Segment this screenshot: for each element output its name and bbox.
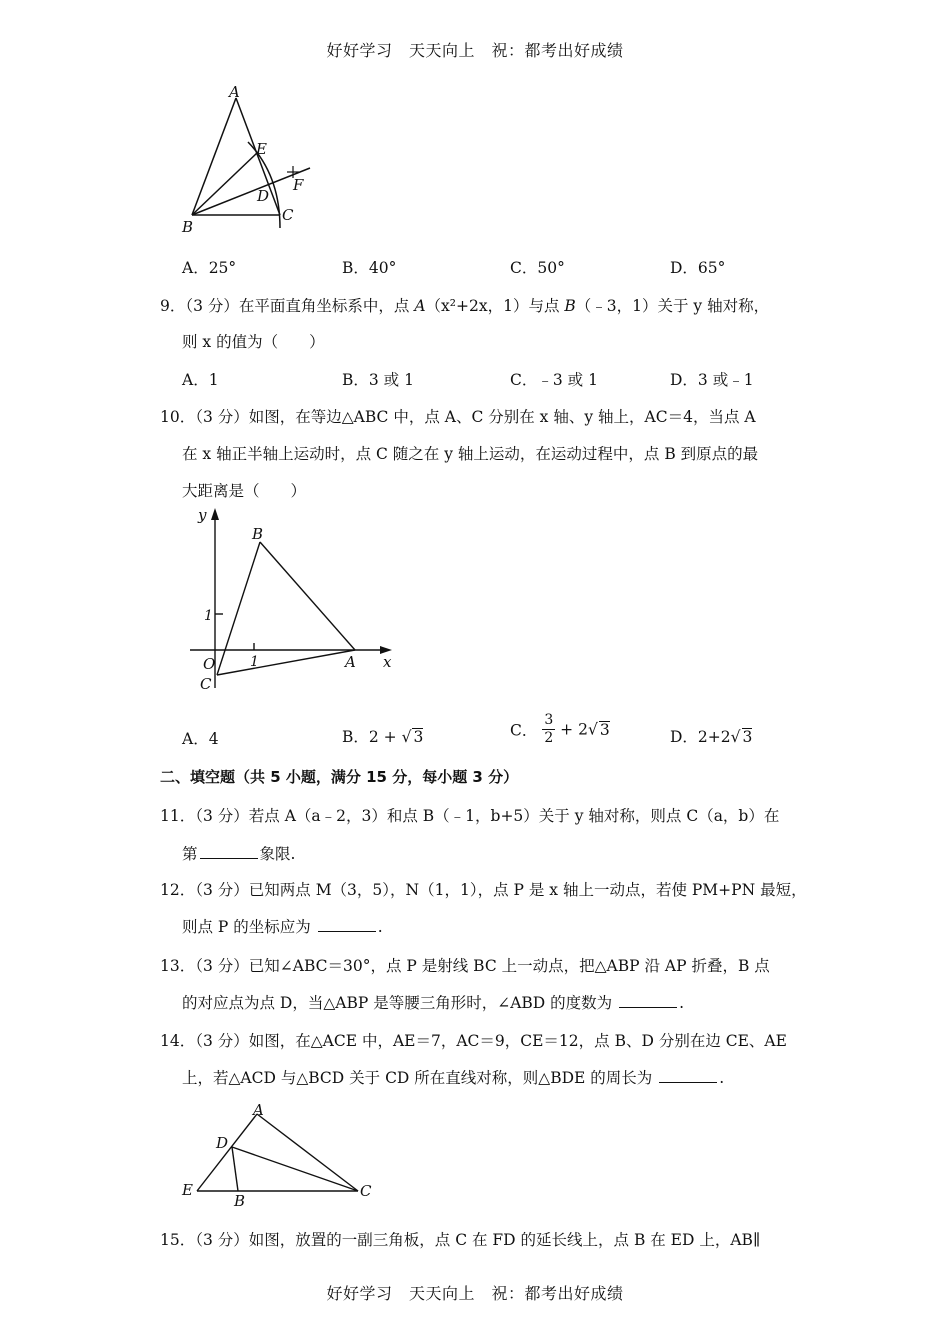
fraction — [542, 712, 555, 747]
q13-line2 — [182, 991, 684, 1013]
q10-option-d-prefix: D．2+2 — [670, 728, 731, 746]
q9-point-a: A — [414, 297, 426, 315]
label-y: y — [198, 506, 207, 524]
side-ba — [260, 542, 355, 650]
q8-option-a: A．25° — [182, 259, 237, 277]
q9-option-a: A．1 — [182, 371, 219, 389]
q9-line2: 则 x 的值为（ ） — [182, 333, 325, 351]
q10-option-c-mid: + 2 — [555, 720, 588, 739]
label-b: B — [182, 218, 194, 236]
q10-option-b — [342, 725, 423, 747]
side-ac — [257, 1114, 358, 1191]
q10-line3: 大距离是（ ） — [182, 482, 307, 500]
q9-option-d: D．3 或﹣1 — [670, 371, 754, 389]
q14-line2-pre: 上，若△ACD 与△BCD 关于 CD 所在直线对称，则△BDE 的周长为 — [182, 1069, 658, 1087]
q8-option-d: D．65° — [670, 259, 726, 277]
q10-option-c-prefix: C． — [510, 721, 538, 740]
q10-line2: 在 x 轴正半轴上运动时，点 C 随之在 y 轴上运动，在运动过程中，点 B 到原点的最 — [182, 445, 759, 463]
sqrt-icon: √ — [587, 720, 598, 739]
q9-option-c: C．﹣3 或 1 — [510, 371, 598, 389]
label-d: D — [216, 1134, 229, 1152]
section-heading: 二、填空题（共 5 小题，满分 15 分，每小题 3 分） — [160, 768, 519, 786]
line-db — [232, 1147, 238, 1191]
label-b: B — [252, 525, 264, 543]
q9-point-b: B — [564, 297, 576, 315]
q9-line1 — [160, 294, 769, 316]
line-dc — [232, 1147, 358, 1191]
q11-line2-post: 象限. — [259, 845, 296, 863]
label-c: C — [282, 206, 294, 224]
q15-line1: 15．（3 分）如图，放置的一副三角板，点 C 在 FD 的延长线上，点 B 在 ED 上，AB∥ — [160, 1231, 761, 1249]
label-e: E — [182, 1181, 193, 1199]
q10-option-b-root: 3 — [413, 728, 424, 746]
fraction-denominator: 2 — [544, 730, 554, 746]
q8-option-b: B．40° — [342, 259, 397, 277]
label-a: A — [229, 83, 240, 101]
figure-q14 — [175, 1098, 385, 1208]
answer-blank[interactable] — [318, 919, 376, 932]
q10-line1: 10．（3 分）如图，在等边△ABC 中，点 A、C 分别在 x 轴、y 轴上，AC＝4，当点 A — [160, 408, 756, 426]
q9-line1-mid: （x²+2x，1）与点 — [425, 297, 565, 315]
q8-option-c: C．50° — [510, 259, 565, 277]
page-footer: 好好学习 天天向上 祝：都考出好成绩 — [326, 1284, 624, 1303]
q9-line1-pre: 9．（3 分）在平面直角坐标系中，点 — [160, 297, 415, 315]
q14-line2 — [182, 1066, 724, 1088]
q11-line2 — [182, 842, 295, 864]
side-ac — [217, 650, 355, 675]
q11-line2-pre: 第 — [182, 845, 198, 863]
q10-option-b-prefix: B．2 + — [342, 728, 402, 746]
q12-line2 — [182, 915, 383, 937]
q10-option-a: A．4 — [182, 730, 219, 748]
label-x: x — [383, 653, 392, 671]
figure-q8 — [170, 80, 330, 240]
q10-option-c-root: 3 — [599, 721, 610, 739]
sqrt-icon: √ — [730, 728, 741, 746]
q12-line2-pre: 则点 P 的坐标应为 — [182, 918, 316, 936]
label-a: A — [253, 1101, 264, 1119]
answer-blank[interactable] — [619, 995, 677, 1008]
q9-option-b: B．3 或 1 — [342, 371, 414, 389]
q12-line2-post: . — [377, 918, 383, 936]
figure-q10 — [190, 500, 405, 700]
q14-line2-post: . — [719, 1069, 725, 1087]
q13-line2-pre: 的对应点为点 D，当△ABP 是等腰三角形时，∠ABD 的度数为 — [182, 994, 618, 1012]
q9-line1-post: （﹣3，1）关于 y 轴对称， — [575, 297, 770, 315]
answer-blank[interactable] — [659, 1070, 717, 1083]
label-c: C — [360, 1182, 372, 1200]
label-e: E — [256, 140, 267, 158]
fraction-numerator: 3 — [544, 712, 554, 728]
label-b: B — [234, 1192, 246, 1208]
label-one-y: 1 — [204, 608, 213, 624]
q13-line2-post: . — [679, 994, 685, 1012]
q10-option-d-root: 3 — [742, 728, 753, 746]
q11-line1: 11．（3 分）若点 A（a﹣2，3）和点 B（﹣1，b+5）关于 y 轴对称，则点 C（a，b）在 — [160, 807, 780, 825]
q10-option-c — [510, 712, 610, 747]
sqrt-icon: √ — [401, 728, 412, 746]
line-ab — [192, 98, 236, 215]
q10-option-d — [670, 725, 752, 747]
q14-line1: 14．（3 分）如图，在△ACE 中，AE＝7，AC＝9，CE＝12，点 B、D 分别在边 CE、AE — [160, 1032, 787, 1050]
q13-line1: 13．（3 分）已知∠ABC＝30°，点 P 是射线 BC 上一动点，把△ABP 沿 AP 折叠，B 点 — [160, 957, 770, 975]
label-d: D — [257, 187, 270, 205]
answer-blank[interactable] — [200, 846, 258, 859]
label-o: O — [203, 655, 216, 673]
label-f: F — [293, 176, 304, 194]
y-arrow — [211, 508, 219, 520]
page-header: 好好学习 天天向上 祝：都考出好成绩 — [326, 41, 624, 60]
label-one-x: 1 — [250, 654, 259, 670]
label-a: A — [345, 653, 356, 671]
line-be — [192, 152, 258, 215]
label-c: C — [200, 675, 212, 693]
q12-line1: 12．（3 分）已知两点 M（3，5），N（1，1），点 P 是 x 轴上一动点，若使 PM+PN 最短， — [160, 881, 807, 899]
